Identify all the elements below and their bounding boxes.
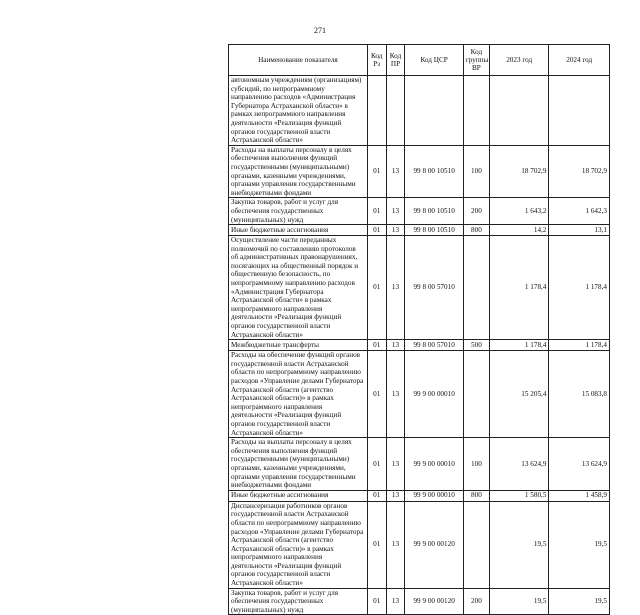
row-csr: 99 8 00 57010 xyxy=(405,236,463,340)
table-row xyxy=(229,340,610,351)
table-row xyxy=(229,76,610,146)
row-pr: 13 xyxy=(386,351,405,438)
row-vr xyxy=(463,76,489,146)
header-row xyxy=(229,45,610,76)
row-vr: 800 xyxy=(463,490,489,501)
row-2024: 18 702,9 xyxy=(549,145,610,198)
row-rz: 01 xyxy=(367,225,386,236)
row-pr: 13 xyxy=(386,438,405,491)
row-csr: 99 8 00 10510 xyxy=(405,145,463,198)
row-pr: 13 xyxy=(386,501,405,588)
row-csr: 99 9 00 00010 xyxy=(405,490,463,501)
row-2023: 18 702,9 xyxy=(489,145,548,198)
row-2024: 1 642,3 xyxy=(549,198,610,225)
row-2023: 1 178,4 xyxy=(489,236,548,340)
row-name: Диспансеризация работников органов государственной власти Астраханской области по непрограммному направлению расходов «Управление делами Губернатора Астраханской области (агентство Астраханской области)» в рамках непрограммного направления деятельности «Реализация функций органов государственной власти Астраханской области» xyxy=(229,501,368,588)
row-name: Расходы на обеспечение функций органов государственной власти Астраханской области по непрограммному направлению расходов «Управление делами Губернатора Астраханской области (агентство Астраханской области)» в рамках непрограммного направления деятельности «Реализация функций органов государственной власти Астраханской области» xyxy=(229,351,368,438)
row-pr xyxy=(386,76,405,146)
row-pr: 13 xyxy=(386,236,405,340)
row-vr: 100 xyxy=(463,145,489,198)
row-vr: 500 xyxy=(463,340,489,351)
row-name: Расходы на выплаты персоналу в целях обеспечения выполнения функций государственными (муниципальными) органами, казенными учреждениями, органами управления государственными внебюджетными фондами xyxy=(229,145,368,198)
row-2024: 19,5 xyxy=(549,501,610,588)
table-row xyxy=(229,236,610,340)
row-2023: 1 178,4 xyxy=(489,340,548,351)
row-csr xyxy=(405,76,463,146)
row-name: Иные бюджетные ассигнования xyxy=(229,225,368,236)
row-csr: 99 8 00 10510 xyxy=(405,225,463,236)
row-2023: 13 624,9 xyxy=(489,438,548,491)
row-name: Осуществление части переданных полномочий по составлению протоколов об административных правонарушениях, посягающих на общественный порядок и общественную безопасность, по непрограммному направлению расходов «Администрация Губернатора Астраханской области» в рамках непрограммного направления деятельности «Реализация функций органов государственной власти Астраханской области» xyxy=(229,236,368,340)
table-row xyxy=(229,198,610,225)
table-row xyxy=(229,351,610,438)
row-rz: 01 xyxy=(367,340,386,351)
row-2023: 15 205,4 xyxy=(489,351,548,438)
row-2024: 13 624,9 xyxy=(549,438,610,491)
header-vr: Код группы ВР xyxy=(463,45,489,76)
row-csr: 99 8 00 10510 xyxy=(405,198,463,225)
row-csr: 99 9 00 00010 xyxy=(405,351,463,438)
row-csr: 99 9 00 00010 xyxy=(405,438,463,491)
row-rz: 01 xyxy=(367,145,386,198)
row-2024 xyxy=(549,76,610,146)
header-pr: Код ПР xyxy=(386,45,405,76)
row-2024: 19,5 xyxy=(549,588,610,615)
row-2023: 19,5 xyxy=(489,501,548,588)
row-csr: 99 9 00 00120 xyxy=(405,501,463,588)
budget-table xyxy=(228,44,610,615)
row-pr: 13 xyxy=(386,198,405,225)
row-pr: 13 xyxy=(386,490,405,501)
row-vr: 200 xyxy=(463,198,489,225)
header-csr: Код ЦСР xyxy=(405,45,463,76)
row-2023: 14,2 xyxy=(489,225,548,236)
header-2024: 2024 год xyxy=(549,45,610,76)
row-rz: 01 xyxy=(367,588,386,615)
row-2024: 1 458,9 xyxy=(549,490,610,501)
row-csr: 99 8 00 57010 xyxy=(405,340,463,351)
row-rz: 01 xyxy=(367,438,386,491)
row-name: Расходы на выплаты персоналу в целях обеспечения выполнения функций государственными (муниципальными) органами, казенными учреждениями, органами управления государственными внебюджетными фондами xyxy=(229,438,368,491)
table-row xyxy=(229,225,610,236)
row-vr xyxy=(463,236,489,340)
row-rz: 01 xyxy=(367,236,386,340)
row-rz: 01 xyxy=(367,351,386,438)
header-name: Наименование показателя xyxy=(229,45,368,76)
row-vr xyxy=(463,501,489,588)
row-vr: 800 xyxy=(463,225,489,236)
row-2023: 1 580,5 xyxy=(489,490,548,501)
row-pr: 13 xyxy=(386,225,405,236)
row-2024: 1 178,4 xyxy=(549,340,610,351)
row-rz: 01 xyxy=(367,501,386,588)
row-2024: 1 178,4 xyxy=(549,236,610,340)
row-pr: 13 xyxy=(386,145,405,198)
row-name: Закупка товаров, работ и услуг для обеспечения государственных (муниципальных) нужд xyxy=(229,588,368,615)
table-row xyxy=(229,501,610,588)
row-name: автономным учреждениям (организациям) субсидий, по непрограммному направлению расходов «Администрация Губернатора Астраханской области» в рамках непрограммного направления деятельности «Реализация функций органов государственной власти Астраханской области» xyxy=(229,76,368,146)
row-2023: 19,5 xyxy=(489,588,548,615)
table-row xyxy=(229,438,610,491)
row-2023: 1 643,2 xyxy=(489,198,548,225)
row-vr: 200 xyxy=(463,588,489,615)
row-vr: 100 xyxy=(463,438,489,491)
row-pr: 13 xyxy=(386,340,405,351)
row-2024: 15 083,8 xyxy=(549,351,610,438)
header-rz: Код Рз xyxy=(367,45,386,76)
row-name: Иные бюджетные ассигнования xyxy=(229,490,368,501)
table-row xyxy=(229,588,610,615)
row-csr: 99 9 00 00120 xyxy=(405,588,463,615)
row-2023 xyxy=(489,76,548,146)
row-name: Межбюджетные трансферты xyxy=(229,340,368,351)
row-2024: 13,1 xyxy=(549,225,610,236)
row-rz xyxy=(367,76,386,146)
row-pr: 13 xyxy=(386,588,405,615)
table-row xyxy=(229,490,610,501)
header-2023: 2023 год xyxy=(489,45,548,76)
row-rz: 01 xyxy=(367,490,386,501)
table-row xyxy=(229,145,610,198)
row-rz: 01 xyxy=(367,198,386,225)
page-number: 271 xyxy=(314,26,326,35)
row-name: Закупка товаров, работ и услуг для обеспечения государственных (муниципальных) нужд xyxy=(229,198,368,225)
row-vr xyxy=(463,351,489,438)
